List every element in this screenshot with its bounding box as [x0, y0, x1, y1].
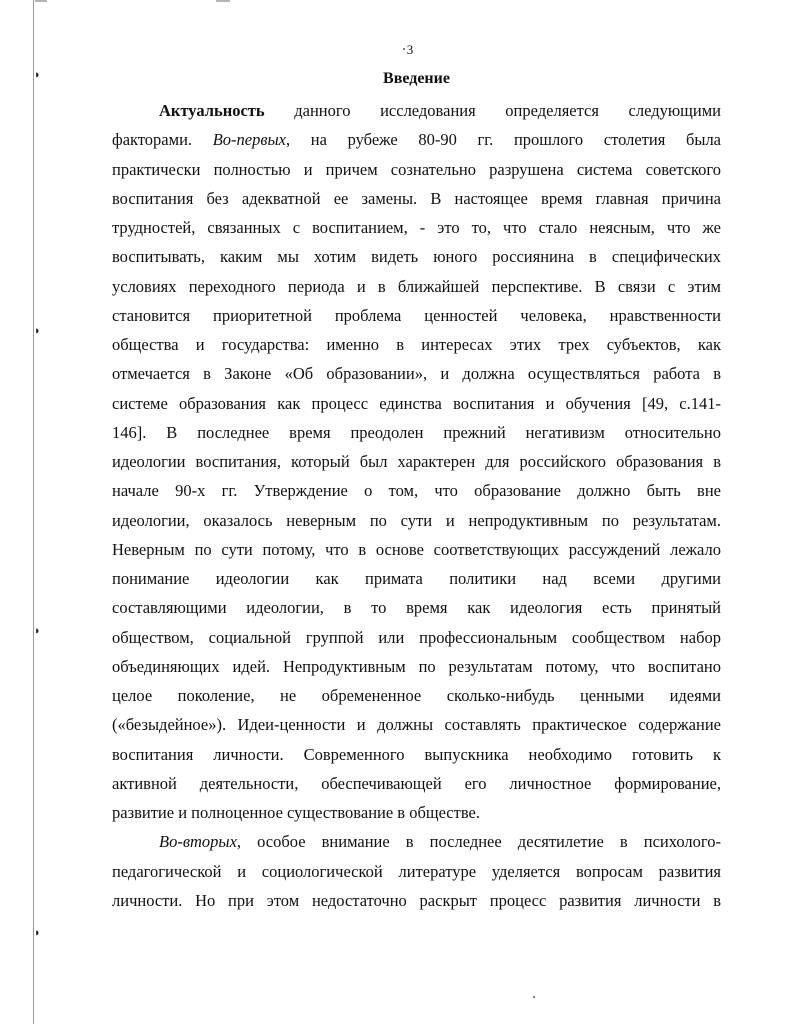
text-segment: , на рубеже 80-90 гг. прошлого столетия была: [286, 130, 721, 150]
text-segment: отмечается в Законе «Об образовании», и должна осуществляться работа в: [112, 364, 721, 384]
text-line: [112, 886, 721, 915]
bold-term: Актуальность: [159, 101, 265, 120]
text-line: [112, 389, 721, 418]
scan-top-mark: [216, 0, 230, 2]
text-segment: воспитывать, каким мы хотим видеть юного россиянина в специфических: [112, 247, 721, 267]
binding-hole-mark: ◗: [34, 927, 41, 939]
text-line: [112, 740, 721, 769]
text-segment: Неверным по сути потому, что в основе соответствующих рассуждений лежало: [112, 539, 721, 559]
text-segment: трудностей, связанных с воспитанием, - это то, что стало неясным, что же: [112, 218, 721, 237]
text-segment: целое поколение, не обремененное сколько-нибудь ценными идеями: [112, 686, 721, 705]
scan-left-edge: [33, 0, 34, 1024]
text-segment: воспитания личности. Современного выпускника необходимо готовить к: [112, 744, 721, 764]
binding-hole-mark: ◗: [34, 69, 41, 81]
text-segment: 146]. В последнее время преодолен прежний негативизм относительно: [112, 422, 721, 442]
text-segment: общества и государства: именно в интересах этих трех субъектов, как: [112, 335, 721, 354]
scan-top-mark: [35, 0, 47, 2]
text-line: [112, 213, 721, 242]
text-segment: понимание идеологии как примата политики над всеми другими: [112, 569, 721, 588]
text-line: [112, 564, 721, 593]
body-text: [112, 96, 721, 915]
text-line: [112, 652, 721, 681]
text-segment: идеологии воспитания, который был характерен для российского образования в: [112, 452, 721, 471]
italic-term: Во-вторых: [159, 832, 237, 852]
text-segment: системе образования как процесс единства воспитания и обучения [49, с.141-: [112, 393, 721, 413]
text-segment: активной деятельности, обеспечивающей его личностное формирование,: [112, 773, 721, 793]
text-segment: практически полностью и причем сознательно разрушена система советского: [112, 159, 721, 179]
text-line: [112, 623, 721, 652]
text-line: [112, 476, 721, 505]
text-line: [112, 769, 721, 798]
page-number: 3: [406, 42, 414, 57]
text-segment: становится приоритетной проблема ценностей человека, нравственности: [112, 305, 721, 325]
text-line: [112, 272, 721, 301]
page-title: Введение: [383, 70, 450, 87]
text-line: [112, 710, 721, 739]
text-segment: («безыдейное»). Идеи-ценности и должны составлять практическое содержание: [112, 715, 721, 735]
text-line: [112, 506, 721, 535]
text-line: [112, 447, 721, 476]
text-line: [112, 184, 721, 213]
text-segment: составляющими идеологии, в то время как идеология есть принятый: [112, 598, 721, 618]
text-line: [112, 155, 721, 184]
binding-hole-mark: ◗: [34, 625, 41, 637]
text-segment: педагогической и социологической литературе уделяется вопросам развития: [112, 861, 721, 881]
text-line: [112, 418, 721, 447]
text-segment: воспитания без адекватной ее замены. В настоящее время главная причина: [112, 188, 721, 208]
text-segment: личности. Но при этом недостаточно раскрыт процесс развития личности в: [112, 890, 721, 910]
text-line: [112, 857, 721, 886]
text-segment: данного исследования определяется следующими: [264, 101, 721, 120]
text-segment: обществом, социальной группой или профессиональным сообществом набор: [112, 627, 721, 647]
scan-speck: [533, 996, 535, 998]
text-line: [112, 681, 721, 710]
text-line: [112, 593, 721, 622]
text-line: [112, 301, 721, 330]
italic-term: Во-первых: [212, 130, 287, 150]
binding-hole-mark: ◗: [34, 325, 41, 337]
text-segment: объединяющих идей. Непродуктивным по результатам потому, что воспитано: [112, 656, 721, 676]
text-segment: , особое внимание в последнее десятилетие в психолого-: [236, 832, 721, 852]
text-line: [112, 330, 721, 359]
text-line: [112, 798, 721, 827]
text-segment: развитие и полноценное существование в обществе.: [112, 803, 480, 822]
text-segment: факторами.: [112, 130, 213, 150]
text-line: [112, 96, 721, 125]
text-segment: начале 90-х гг. Утверждение о том, что образование должно быть вне: [112, 481, 721, 501]
text-line: [112, 125, 721, 154]
text-line: [112, 359, 721, 388]
text-line: [112, 827, 721, 856]
text-segment: условиях переходного периода и в ближайшей перспективе. В связи с этим: [112, 276, 721, 296]
text-line: [112, 535, 721, 564]
text-segment: идеологии, оказалось неверным по сути и непродуктивным по результатам.: [112, 510, 721, 530]
text-line: [112, 242, 721, 271]
